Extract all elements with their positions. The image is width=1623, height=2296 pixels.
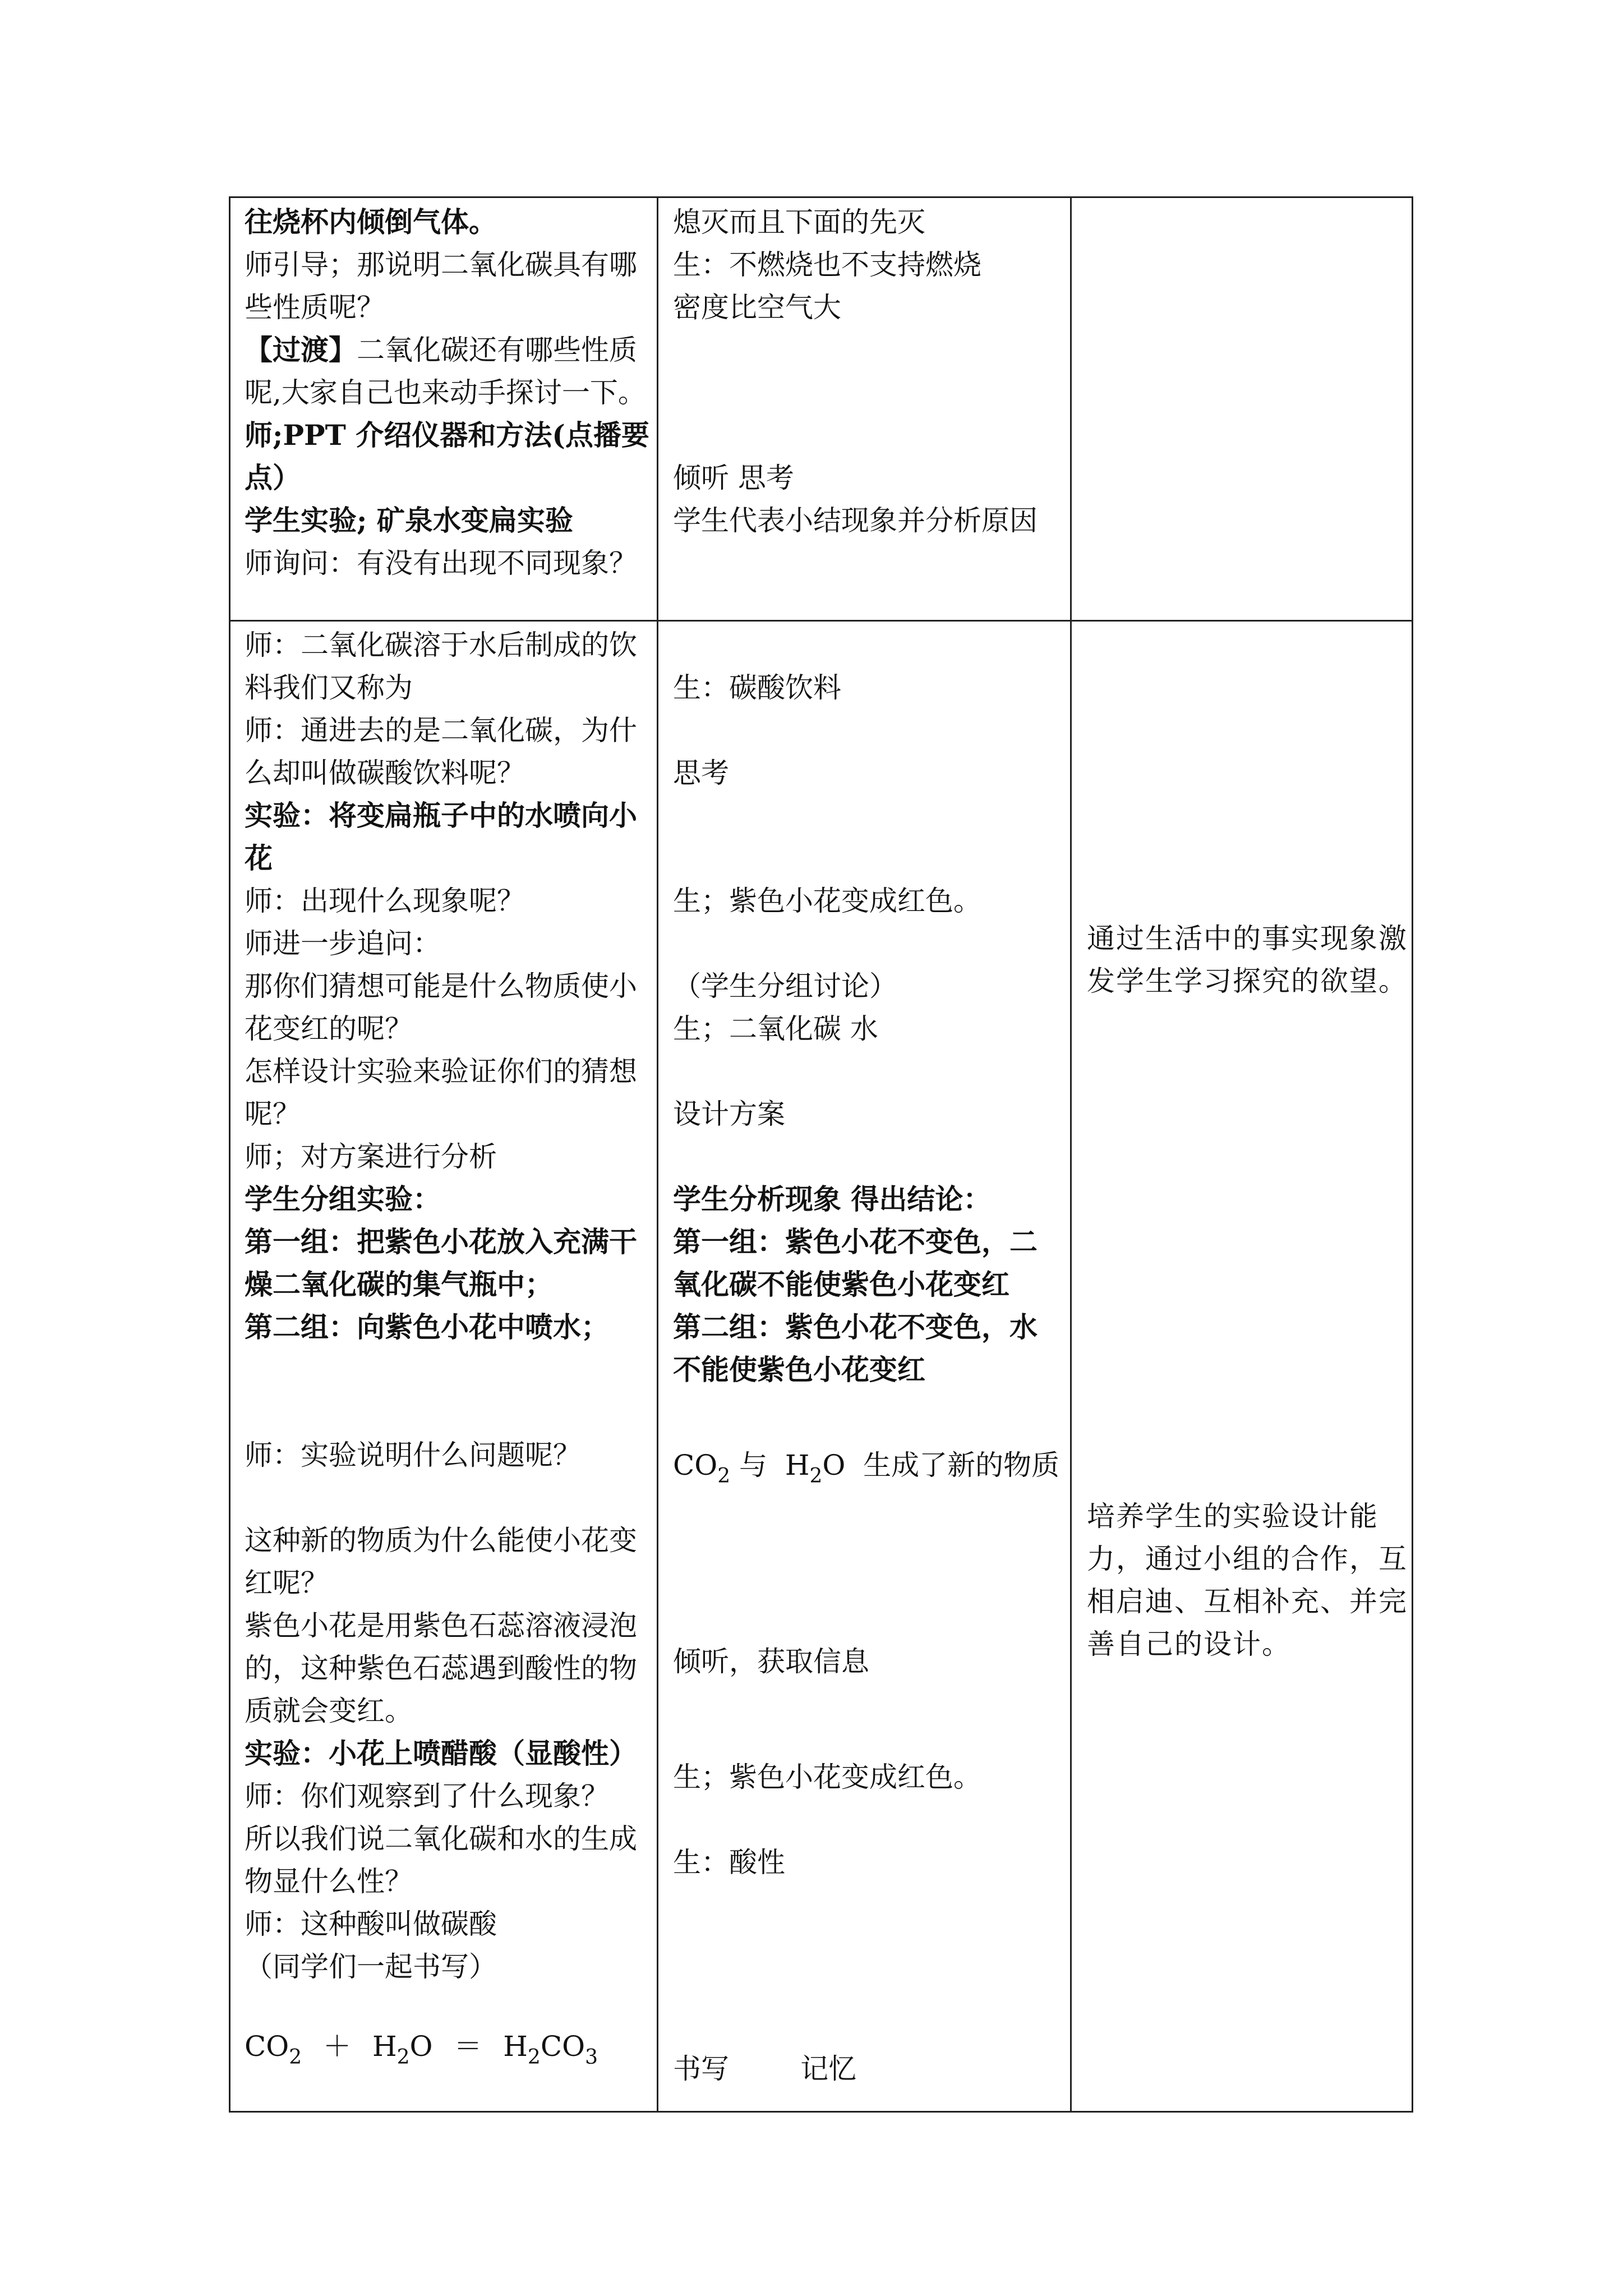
row2-student-answer-16: 书写 记忆 (673, 2053, 857, 2085)
text-line: 学生实验; 矿泉水变扁实验 (245, 504, 573, 537)
text-line: 质就会变红。 (245, 1695, 413, 1727)
text-line: 第二组：向紫色小花中喷水； (245, 1310, 609, 1343)
text-line: 呢？ (245, 1098, 301, 1130)
row2-teacher-activity (245, 624, 637, 1988)
text-line: 倾听 思考 (673, 462, 794, 494)
text-line: 师;PPT 介绍仪器和方法(点播要 (245, 418, 649, 452)
text-line: 师询问：有没有出现不同现象？ (245, 547, 637, 579)
text-line: 物显什么性？ (245, 1865, 413, 1898)
row2-student-answer-9: 氧化碳不能使紫色小花变红 (673, 1268, 1009, 1301)
row2-student-answer-6: 设计方案 (673, 1098, 785, 1130)
row2-student-answer-13: 倾听，获取信息 (673, 1645, 869, 1678)
text-line: 料我们又称为 (245, 671, 413, 704)
row2-student-answer-1: 生：碳酸饮料 (673, 671, 841, 704)
text-line: （同学们一起书写） (245, 1950, 497, 1983)
transition-label: 【过渡】 (245, 333, 357, 366)
text-line: 些性质呢？ (245, 291, 385, 324)
text-line: 实验：小花上喷醋酸（显酸性） (245, 1737, 637, 1770)
text-line: 师引导；那说明二氧化碳具有哪 (245, 249, 637, 281)
text-line: 红呢？ (245, 1567, 329, 1599)
text-line: 这种新的物质为什么能使小花变 (245, 1524, 637, 1557)
text-line (245, 1391, 637, 1434)
text-line: 实验：将变扁瓶子中的水喷向小 (245, 799, 637, 832)
text-line (673, 329, 1038, 371)
text-line: 熄灭而且下面的先灭 (673, 206, 925, 238)
column-divider-1 (657, 196, 658, 2113)
text-line: 呢,大家自己也来动手探讨一下。 (245, 376, 646, 409)
text-line: 师进一步追问： (245, 927, 441, 960)
text-line: 师：你们观察到了什么现象？ (245, 1780, 609, 1812)
text-line: 所以我们说二氧化碳和水的生成 (245, 1823, 637, 1855)
lesson-table (229, 196, 1413, 2113)
text-line: 么却叫做碳酸饮料呢？ (245, 757, 525, 789)
text-line: 那你们猜想可能是什么物质使小 (245, 970, 637, 1002)
row2-student-answer-2: 思考 (673, 757, 729, 789)
text-line: 花 (245, 841, 273, 875)
text-line: 师：二氧化碳溶于水后制成的饮 (245, 629, 637, 661)
text-line: 燥二氧化碳的集气瓶中； (245, 1268, 553, 1301)
text-line: 学生代表小结现象并分析原因 (673, 504, 1038, 537)
text-line (673, 371, 1038, 414)
text-line: 生：不燃烧也不支持燃烧 (673, 249, 981, 281)
row-divider (229, 620, 1413, 622)
row2-student-answer-14: 生；紫色小花变成红色。 (673, 1761, 981, 1793)
text-line (245, 1476, 637, 1519)
text-line-transition: 【过渡】二氧化碳还有哪些性质 (245, 333, 637, 366)
table-border-left (229, 196, 230, 2113)
row2-student-answer-8: 第一组：紫色小花不变色，二 (673, 1225, 1038, 1258)
text-line (673, 414, 1038, 457)
text-line: 紫色小花是用紫色石蕊溶液浸泡 (245, 1609, 637, 1642)
text-line: 怎样设计实验来验证你们的猜想 (245, 1055, 637, 1088)
text-line: 第一组：把紫色小花放入充满干 (245, 1225, 637, 1258)
text-line (245, 1349, 637, 1391)
row2-student-answer-4: （学生分组讨论） (673, 970, 897, 1002)
table-border-right (1412, 196, 1413, 2113)
table-border-top (229, 196, 1413, 198)
table-border-bottom (229, 2111, 1413, 2113)
text-line: 往烧杯内倾倒气体。 (245, 205, 497, 238)
text-line: 师；对方案进行分析 (245, 1140, 497, 1173)
text-line: 密度比空气大 (673, 291, 841, 324)
text-line: 的，这种紫色石蕊遇到酸性的物 (245, 1652, 637, 1685)
row2-design-intent-2: 培养学生的实验设计能力，通过小组的合作，互相启迪、互相补充、并完善自己的设计。 (1087, 1500, 1408, 1660)
row1-student-activity (673, 201, 1038, 542)
row2-student-answer-3: 生；紫色小花变成红色。 (673, 885, 981, 917)
row2-student-answer-12: $CO_2$ 与 $H_2O$ 生成了新的物质 (673, 1449, 1060, 1488)
column-divider-2 (1070, 196, 1072, 2113)
row2-student-answer-11: 不能使紫色小花变红 (673, 1353, 925, 1386)
chemical-equation: $CO_2 + H_2O = H_2CO_3$ (245, 2030, 598, 2069)
text-line: 师：出现什么现象呢？ (245, 885, 525, 917)
row2-design-intent-1: 通过生活中的事实现象激发学生学习探究的欲望。 (1087, 922, 1408, 997)
text-line: 学生分组实验： (245, 1182, 441, 1216)
row2-student-answer-5: 生；二氧化碳 水 (673, 1013, 878, 1045)
text-line: 师：通进去的是二氧化碳，为什 (245, 714, 637, 747)
text-line: 花变红的呢？ (245, 1013, 413, 1045)
row2-student-answer-15: 生：酸性 (673, 1846, 785, 1879)
row2-student-answer-10: 第二组：紫色小花不变色，水 (673, 1310, 1038, 1343)
row1-teacher-activity (245, 201, 649, 585)
text-line: 师：这种酸叫做碳酸 (245, 1908, 497, 1940)
row2-student-answer-7: 学生分析现象 得出结论： (673, 1182, 992, 1216)
text-line: 点） (245, 461, 301, 494)
text-line: 师：实验说明什么问题呢？ (245, 1439, 581, 1471)
